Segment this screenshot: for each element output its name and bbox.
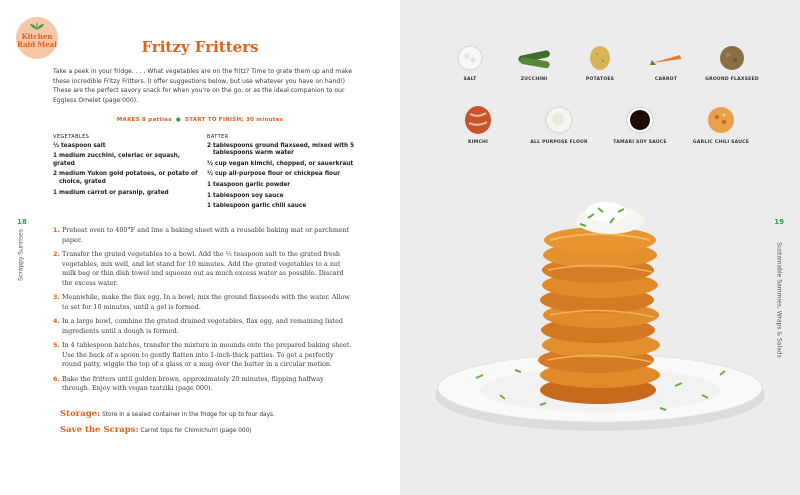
badge-line-1: Kitchen <box>21 32 53 41</box>
ingredient-label: SALT <box>463 77 477 82</box>
ingredient-label: ZUCCHINI <box>520 77 548 82</box>
vegetables-list <box>53 134 198 200</box>
ingredient-label: ALL PURPOSE FLOUR <box>530 140 588 145</box>
step-item <box>53 317 353 336</box>
ingredient-flour <box>521 104 597 145</box>
carrot-icon <box>646 43 686 73</box>
recipe-title: Fritzy Fritters <box>141 38 259 56</box>
method-steps <box>53 226 353 399</box>
ingredient-label: GARLIC CHILI SAUCE <box>692 140 750 145</box>
ingredient-item: ½ cup all-purpose flour or chickpea flour <box>207 171 340 178</box>
storage-text: Store in a sealed container in the fridge for up to four days. <box>102 412 275 418</box>
step-text: Preheat oven to 400°F and line a baking sheet with a reusable baking mat or parchment paper. <box>62 226 350 244</box>
ingredient-ground-flaxseed <box>694 43 770 82</box>
step-item <box>53 375 353 394</box>
storage-label: Storage: <box>60 409 101 419</box>
batter-list <box>207 134 357 214</box>
vegetables-heading: VEGETABLES <box>53 134 90 140</box>
scraps-text: Carrot tops for Chimichurri (page 000) <box>140 428 252 434</box>
flour-icon <box>543 104 575 136</box>
step-text: Meanwhile, make the flax egg. In a bowl, mix the ground flaxseeds with the water. Allow to set for 10 minutes, until a gel is formed. <box>62 293 350 311</box>
ingredient-zucchini <box>496 43 572 82</box>
step-number: 3. <box>53 293 60 302</box>
step-number: 1. <box>53 226 60 234</box>
step-item <box>53 226 353 245</box>
scraps-label: Save the Scraps: <box>60 425 139 435</box>
tzatziki-dollop <box>576 202 644 234</box>
ingredient-item: 1 medium carrot or parsnip, grated <box>53 189 169 196</box>
left-section-title: Scrappy Sunrises <box>17 229 25 281</box>
ingredient-potatoes <box>562 43 638 82</box>
chili-sauce-icon <box>705 104 737 136</box>
ingredient-item: 1 teaspoon garlic powder <box>207 181 291 188</box>
ingredient-item: 2 medium Yukon gold potatoes, or potato of choice, grated <box>53 171 198 185</box>
recipe-meta <box>0 117 400 123</box>
ingredient-garlic-chili-sauce <box>683 104 759 145</box>
step-number: 6. <box>53 374 60 383</box>
step-text: Transfer the grated vegetables to a bowl. Add the ½ teaspoon salt to the grated fresh vegetables, mix well, and let stand for 10 minutes. Add the grated vegetables to a nut milk bag or thin dish towel and squeeze out as much excess water as possible. Discard the excess water. <box>62 249 344 287</box>
ingredient-item: 1 tablespoon soy sauce <box>207 192 284 199</box>
ingredient-item: ½ teaspoon salt <box>53 142 106 149</box>
step-item <box>53 341 353 370</box>
fritter-stack <box>538 227 660 404</box>
recipe-intro: Take a peek in your fridge. . . . What vegetables are on the fritz? Time to grate them up and make these incredible Fritzy Fritters. (I offer suggestions below, but use whatever you have on hand!) These are the perfect savory snack for when you're on the go, or as the ideal companion to our Eggless Omelet (page 000). <box>53 68 352 104</box>
ingredient-carrot <box>628 43 704 82</box>
potato-icon <box>585 43 615 73</box>
step-item <box>53 250 353 288</box>
left-page-number: 18 <box>17 218 27 226</box>
right-section-title: Sustainable Sammies, Wraps & Salads <box>775 242 783 358</box>
ingredient-tamari <box>602 104 678 145</box>
total-time: START TO FINISH: 30 minutes <box>184 117 284 123</box>
right-page <box>400 0 800 495</box>
badge-line-2: Raid Meal <box>17 40 57 49</box>
ingredient-item: 1 medium zucchini, celeriac or squash, grated <box>53 153 180 167</box>
step-number: 2. <box>53 249 60 258</box>
ingredient-label: POTATOES <box>585 77 615 82</box>
ingredient-item: 1 tablespoon garlic chili sauce <box>207 203 307 210</box>
right-page-number: 19 <box>774 218 784 226</box>
ingredient-label: GROUND FLAXSEED <box>705 77 759 82</box>
makes-yield: MAKES 8 patties <box>116 117 172 123</box>
ingredient-label: KIMCHI <box>468 140 488 145</box>
step-item <box>53 293 353 312</box>
zucchini-icon <box>514 43 554 73</box>
step-text: In a large bowl, combine the grated drained vegetables, flax egg, and remaining listed ingredients until a dough is formed. <box>62 317 343 335</box>
ingredient-label: CARROT <box>654 77 678 82</box>
ingredient-kimchi <box>440 104 516 145</box>
ingredient-item: 2 tablespoons ground flaxseed, mixed with 5 tablespoons warm water <box>207 142 355 157</box>
fritter-stack-photo <box>420 190 770 440</box>
step-number: 5. <box>53 341 60 350</box>
leaf-icon <box>30 22 44 30</box>
kimchi-icon <box>462 104 494 136</box>
ingredient-item: ½ cup vegan kimchi, chopped, or sauerkraut <box>207 160 354 167</box>
storage-tip <box>60 409 275 419</box>
flaxseed-icon <box>717 43 747 73</box>
soy-sauce-icon <box>624 104 656 136</box>
batter-heading: BATTER <box>207 134 229 140</box>
salt-icon <box>455 43 485 73</box>
ingredient-label: TAMARI SOY SAUCE <box>613 140 667 145</box>
step-number: 4. <box>53 317 60 326</box>
dot-separator: ● <box>175 117 181 123</box>
step-text: Bake the fritters until golden brown, approximately 20 minutes, flipping halfway through. Enjoy with vegan tzatziki (page 000). <box>62 374 324 393</box>
scraps-tip <box>60 425 252 435</box>
step-text: In 4 tablespoon batches, transfer the mixture in mounds onto the prepared baking sheet. Use the back of a spoon to gently flatten into 1-inch-thick patties. To get a perfectly round patty, wiggle the top of a glass or a mug over the batter in a circular motion. <box>62 341 352 369</box>
